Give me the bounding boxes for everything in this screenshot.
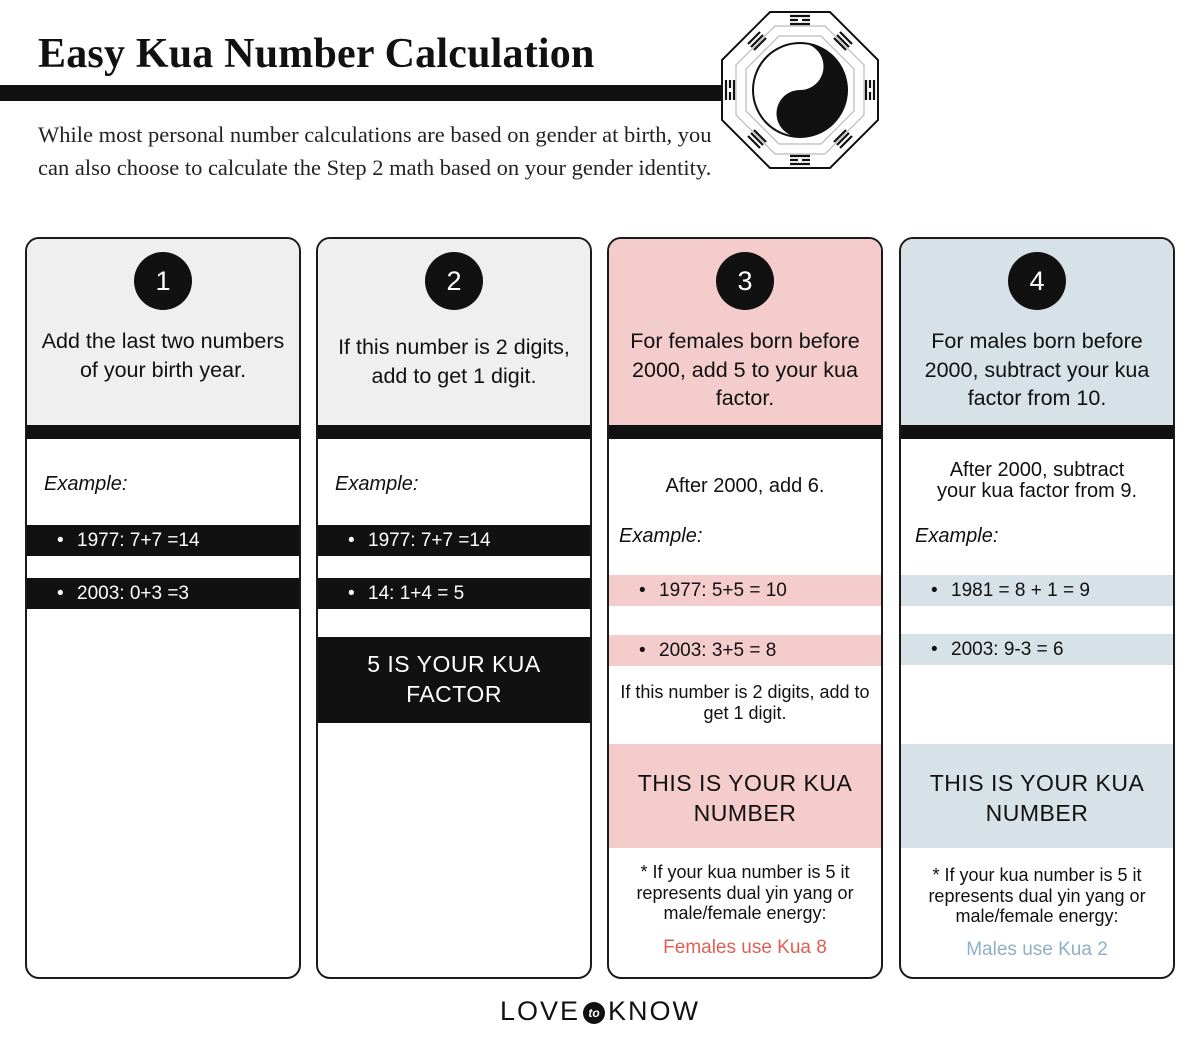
step-heading: Add the last two numbers of your birth year. <box>41 329 285 382</box>
example-row: • 1981 = 8 + 1 = 9 <box>901 575 1173 606</box>
header-divider <box>609 425 881 439</box>
footnote: * If your kua number is 5 it represents dual yin yang or male/female energy: <box>636 862 854 923</box>
example-row: • 2003: 3+5 = 8 <box>609 635 881 666</box>
kua-factor-result: 5 IS YOUR KUA FACTOR <box>318 637 590 723</box>
logo-to-circle: to <box>583 1002 605 1024</box>
energy-note: Males use Kua 2 <box>966 939 1108 960</box>
card-header <box>901 239 1173 425</box>
after-2000-note: After 2000, subtract your kua factor from 9. <box>936 459 1138 502</box>
example-row: • 1977: 7+7 =14 <box>27 525 299 556</box>
example-row: • 2003: 9-3 = 6 <box>901 634 1173 665</box>
intro-paragraph: While most personal number calculations are based on gender at birth, you can also choose to calculate the Step 2 math based on your gender identity. <box>38 122 712 180</box>
card-header <box>318 239 590 425</box>
title-rule <box>0 85 722 101</box>
example-label: Example: <box>619 525 703 547</box>
example-label: Example: <box>335 473 419 495</box>
step-number-badge: 2 <box>425 252 483 310</box>
bagua-yin-yang-icon <box>720 10 880 170</box>
header-divider <box>901 425 1173 439</box>
example-row: • 2003: 0+3 =3 <box>27 578 299 609</box>
kua-number-result: THIS IS YOUR KUA NUMBER <box>609 744 881 848</box>
card-header <box>27 239 299 425</box>
example-row: • 1977: 7+7 =14 <box>318 525 590 556</box>
example-row: • 1977: 5+5 = 10 <box>609 575 881 606</box>
step-card-3 <box>607 237 883 979</box>
page-title: Easy Kua Number Calculation <box>38 31 595 77</box>
lovetoknow-logo: LOVE to KNOW <box>499 996 701 1026</box>
step-number-badge: 1 <box>134 252 192 310</box>
example-label: Example: <box>44 473 128 495</box>
kua-number-result: THIS IS YOUR KUA NUMBER <box>901 744 1173 848</box>
step-card-2 <box>316 237 592 979</box>
example-row: • 14: 1+4 = 5 <box>318 578 590 609</box>
header-divider <box>27 425 299 439</box>
example-label: Example: <box>915 525 999 547</box>
step-heading: For females born before 2000, add 5 to your kua factor. <box>630 329 860 410</box>
step-number-badge: 3 <box>716 252 774 310</box>
energy-note: Females use Kua 8 <box>663 937 827 958</box>
step-heading: For males born before 2000, subtract your kua factor from 10. <box>924 329 1150 410</box>
footnote: * If your kua number is 5 it represents dual yin yang or male/female energy: <box>928 865 1146 926</box>
step-card-1 <box>25 237 301 979</box>
after-2000-note: After 2000, add 6. <box>665 475 825 497</box>
digit-note: If this number is 2 digits, add to get 1 digit. <box>620 682 870 723</box>
step-heading: If this number is 2 digits, add to get 1 digit. <box>338 335 570 388</box>
header-divider <box>318 425 590 439</box>
step-number-badge: 4 <box>1008 252 1066 310</box>
card-header <box>609 239 881 425</box>
step-card-4 <box>899 237 1175 979</box>
